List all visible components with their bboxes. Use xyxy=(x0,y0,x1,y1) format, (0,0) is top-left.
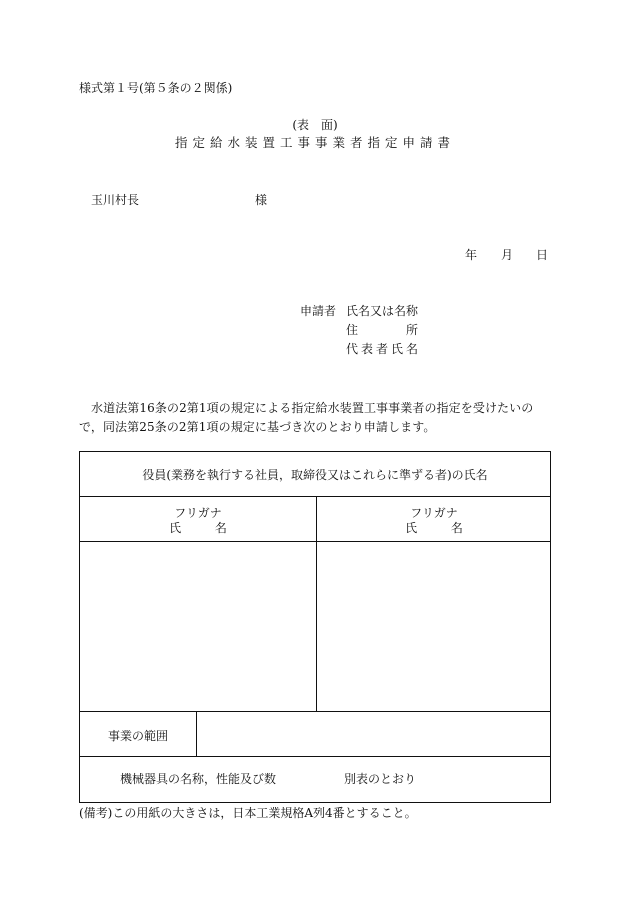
address-char-2: 所 xyxy=(405,323,418,337)
business-scope-cell[interactable] xyxy=(197,712,552,756)
equipment-label: 機械器具の名称，性能及び数 xyxy=(120,772,277,786)
name-label: 氏 名 xyxy=(405,521,463,535)
table-divider xyxy=(80,496,550,497)
business-scope-label: 事業の範囲 xyxy=(108,729,169,743)
furigana-label: フリガナ xyxy=(410,506,458,520)
address-char-1: 住 xyxy=(346,323,359,337)
document-title: 指定給水装置工事事業者指定申請書 xyxy=(174,135,455,150)
officers-heading: 役員(業務を執行する社員，取締役又はこれらに準ずる者)の氏名 xyxy=(142,468,488,482)
date-year-label: 年 xyxy=(465,248,478,262)
applicant-name-field: 氏名又は名称 xyxy=(346,304,419,318)
date-day-label: 日 xyxy=(536,248,549,262)
officer-name-cell-2[interactable] xyxy=(317,542,552,711)
note: (備考)この用紙の大きさは，日本工業規格A列4番とすること。 xyxy=(79,806,417,820)
officer-column-header-2 xyxy=(316,506,552,536)
officer-column-header-1 xyxy=(80,506,316,536)
applicant-representative-field: 代表者氏名 xyxy=(346,342,422,356)
officer-name-cell-1[interactable] xyxy=(80,542,316,711)
applicant-label: 申請者 xyxy=(300,304,337,318)
application-body-text: 水道法第16条の2第1項の規定による指定給水装置工事事業者の指定を受けたいので，同法第25条の2第1項の規定に基づき次のとおり申請します。 xyxy=(79,401,534,434)
form-number: 様式第１号(第５条の２関係) xyxy=(79,81,233,95)
addressee: 玉川村長 xyxy=(91,193,140,207)
side-label: (表 面) xyxy=(292,118,338,132)
date-month-label: 月 xyxy=(501,248,514,262)
officers-table xyxy=(79,451,551,803)
addressee-suffix: 様 xyxy=(255,193,268,207)
name-label: 氏 名 xyxy=(169,521,227,535)
table-divider xyxy=(80,756,550,757)
equipment-value: 別表のとおり xyxy=(344,772,417,786)
furigana-label: フリガナ xyxy=(174,506,222,520)
applicant-address-field xyxy=(346,324,418,336)
